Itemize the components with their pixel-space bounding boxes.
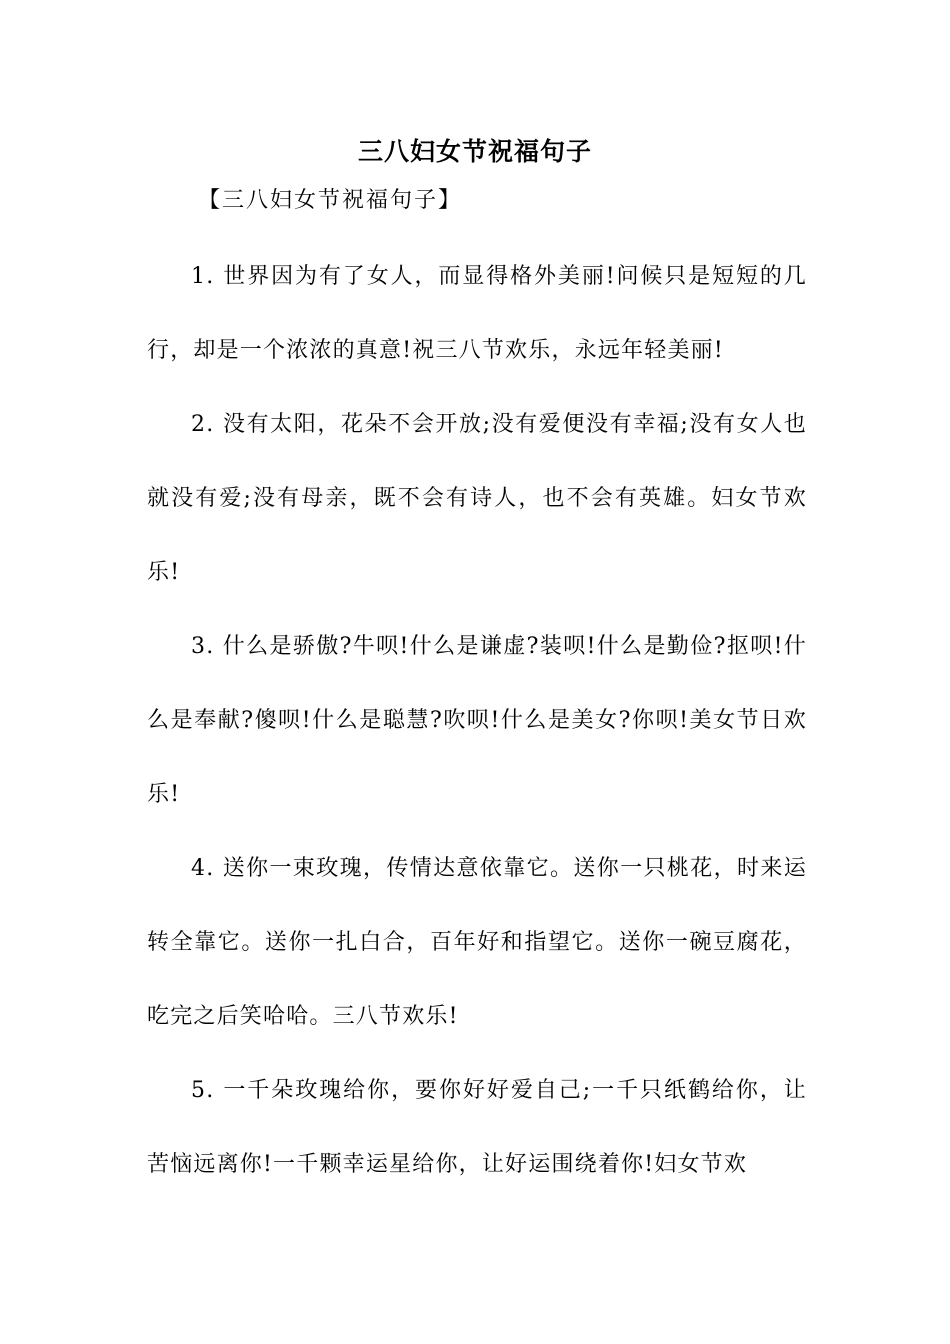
- document-subtitle: 【三八妇女节祝福句子】: [198, 188, 463, 213]
- paragraph-1: 1. 世界因为有了女人，而显得格外美丽!问候只是短短的几行，却是一个浓浓的真意!祝三八节欢乐，永远年轻美丽!: [147, 264, 807, 363]
- paragraph-4: 4. 送你一束玫瑰，传情达意依靠它。送你一只桃花，时来运转全靠它。送你一扎白合，百年好和指望它。送你一碗豆腐花，吃完之后笑哈哈。三八节欢乐!: [147, 856, 807, 1029]
- document-title: 三八妇女节祝福句子: [357, 137, 592, 166]
- paragraph-5: 5. 一千朵玫瑰给你，要你好好爱自己;一千只纸鹤给你，让苦恼远离你!一千颗幸运星给你，让好运围绕着你!妇女节欢: [147, 1078, 807, 1177]
- paragraph-2: 2. 没有太阳，花朵不会开放;没有爱便没有幸福;没有女人也就没有爱;没有母亲，既不会有诗人，也不会有英雄。妇女节欢乐!: [147, 412, 807, 585]
- paragraph-3: 3. 什么是骄傲?牛呗!什么是谦虚?装呗!什么是勤俭?抠呗!什么是奉献?傻呗!什么是聪慧?吹呗!什么是美女?你呗!美女节日欢乐!: [147, 634, 807, 807]
